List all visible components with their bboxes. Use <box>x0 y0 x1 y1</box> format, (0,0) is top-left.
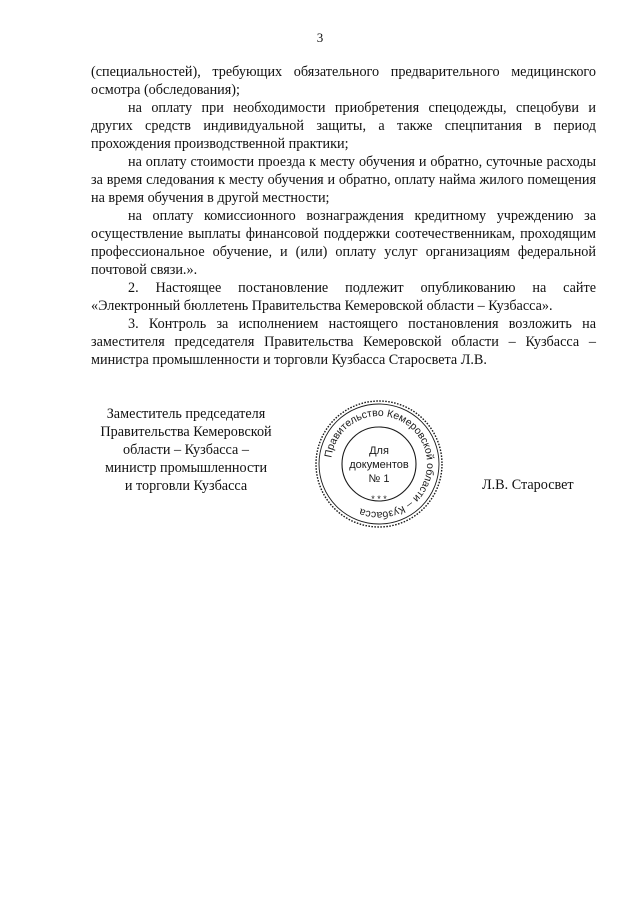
signatory-title-line: министр промышленности <box>104 460 268 476</box>
seal-center-line: № 1 <box>368 473 390 485</box>
body-paragraph: 2. Настоящее постановление подлежит опубликованию на сайте «Электронный бюллетень Правительства Кемеровской области – Кузбасса». <box>91 280 596 314</box>
seal-stars: * * * <box>371 494 387 504</box>
seal-center-line: документов <box>349 459 409 471</box>
document-body <box>91 63 596 369</box>
signatory-title-line: и торговли Кузбасса <box>124 478 248 494</box>
official-seal-stamp <box>313 398 445 530</box>
body-paragraph: на оплату стоимости проезда к месту обучения и обратно, суточные расходы за время следования к месту обучения и обратно, оплату найма жилого помещения на время обучения в другой местности; <box>91 154 596 206</box>
seal-ring-text: Правительство Кемеровской области – Кузбасса <box>322 406 437 522</box>
body-paragraph: 3. Контроль за исполнением настоящего постановления возложить на заместителя председателя Правительства Кемеровской области – Кузбасса – министра промышленности и торговли Кузбасса Старосвета Л.В. <box>91 316 596 368</box>
signatory-name: Л.В. Старосвет <box>482 477 574 493</box>
seal-center-line: Для <box>369 445 389 457</box>
signatory-title-line: области – Кузбасса – <box>123 442 249 458</box>
body-paragraph: на оплату комиссионного вознаграждения кредитному учреждению за осуществление выплаты финансовой поддержки соотечественникам, проходящим профессиональное обучение, и (или) оплату услуг организациям федеральной почтовой связи.». <box>91 208 596 278</box>
page-number: 3 <box>316 30 324 45</box>
signatory-title-line: Заместитель председателя <box>106 406 266 422</box>
signatory-title-line: Правительства Кемеровской <box>100 424 272 440</box>
body-paragraph: на оплату при необходимости приобретения спецодежды, спецобуви и других средств индивидуальной защиты, а также спецпитания в период прохождения производственной практики; <box>91 100 596 152</box>
signatory-title <box>86 405 286 495</box>
body-paragraph: (специальностей), требующих обязательного предварительного медицинского осмотра (обследования); <box>91 64 596 98</box>
